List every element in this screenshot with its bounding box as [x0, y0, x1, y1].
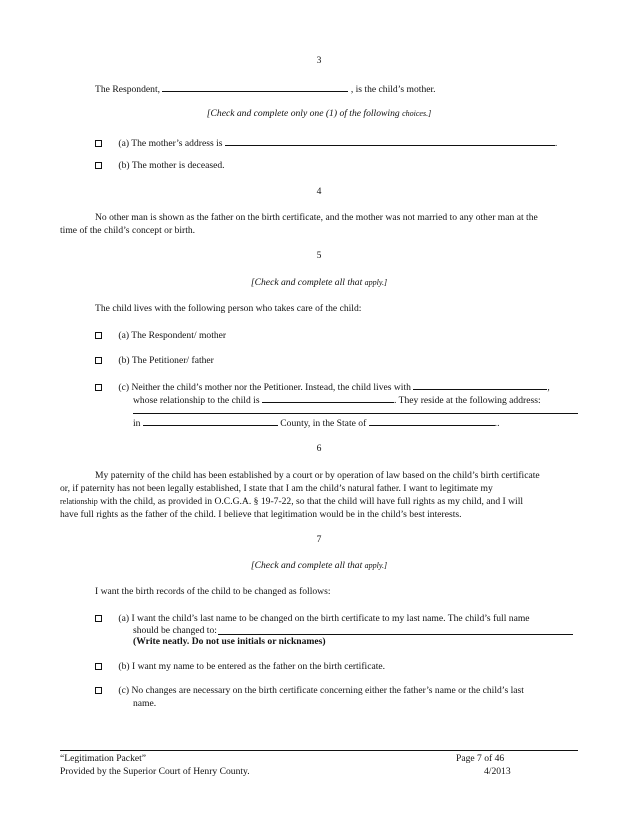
enter-father-name-option	[95, 661, 385, 672]
relationship-blank[interactable]	[262, 393, 394, 403]
state-blank[interactable]	[369, 416, 495, 426]
lives-with-other-option: (c) Neither the child’s mother nor the Petitioner. Instead, the child lives with ,	[95, 380, 550, 393]
section7-intro: I want the birth records of the child to be changed as follows:	[95, 586, 331, 597]
full-name-label: should be changed to:	[133, 625, 217, 636]
checkbox-lives-with-other[interactable]	[95, 384, 102, 391]
no-changes-option	[95, 685, 524, 696]
section5-instruction: [Check and complete all that apply.]	[250, 277, 388, 288]
county-label: County, in the State of	[280, 418, 367, 429]
respondent-line	[95, 82, 436, 95]
section6-line1: My paternity of the child has been established by a court or by operation of law based on the child’s birth certificate	[95, 470, 540, 481]
section3-instruction: [Check and complete only one (1) of the following choices.]	[206, 108, 432, 119]
county-blank[interactable]	[143, 416, 278, 426]
lives-with-mother-label: (a) The Respondent/ mother	[118, 330, 227, 341]
lives-with-mother-option	[95, 330, 226, 341]
relationship-label: whose relationship to the child is	[133, 395, 260, 406]
respondent-label: The Respondent,	[95, 84, 161, 95]
footer-page-number: Page 7 of 46	[456, 753, 505, 764]
section-number-5: 5	[316, 250, 322, 261]
section4-line2: time of the child’s concept or birth.	[60, 225, 196, 236]
footer-rule	[60, 750, 578, 751]
no-changes-line2: name.	[133, 698, 157, 709]
lives-with-other-label: (c) Neither the child’s mother nor the Petitioner. Instead, the child lives with	[118, 382, 411, 393]
enter-father-name-label: (b) I want my name to be entered as the father on the birth certificate.	[118, 661, 386, 672]
footer-packet-title: “Legitimation Packet”	[60, 753, 147, 764]
section6-line3: relationship with the child, as provided in O.C.G.A. § 19-7-22, so that the child will have full rights as my child, and I will	[60, 496, 524, 507]
full-name-blank[interactable]	[218, 634, 573, 635]
in-label: in	[133, 418, 141, 429]
footer-court: Provided by the Superior Court of Henry County.	[60, 766, 250, 777]
section-number-6: 6	[316, 443, 322, 454]
change-last-name-label: (a) I want the child’s last name to be changed on the birth certificate to my last name. The child’s full name	[118, 613, 530, 624]
lives-with-father-option	[95, 355, 214, 366]
section6-line2: or, if paternity has not been legally established, I state that I am the child’s natural father. I want to legitimate my	[60, 483, 493, 494]
mother-address-option: (a) The mother’s address is .	[95, 136, 557, 149]
relationship-line: whose relationship to the child is . They reside at the following address:	[133, 395, 541, 406]
write-neatly-note: (Write neatly. Do not use initials or nicknames)	[133, 636, 326, 647]
mother-deceased-option	[95, 160, 225, 171]
mother-deceased-label: (b) The mother is deceased.	[118, 160, 225, 171]
caretaker-name-blank[interactable]	[413, 380, 547, 390]
footer-date: 4/2013	[484, 766, 511, 777]
change-last-name-option	[95, 613, 530, 624]
section7-instruction: [Check and complete all that apply.]	[250, 560, 388, 571]
county-state-line: in County, in the State of ..	[133, 418, 500, 429]
checkbox-change-last-name[interactable]	[95, 615, 102, 622]
mother-address-label: (a) The mother’s address is	[118, 138, 223, 149]
full-name-line	[133, 625, 217, 636]
checkbox-enter-father-name[interactable]	[95, 663, 102, 670]
checkbox-lives-with-father[interactable]	[95, 357, 102, 364]
checkbox-lives-with-mother[interactable]	[95, 332, 102, 339]
checkbox-mother-address[interactable]	[95, 140, 102, 147]
checkbox-no-changes[interactable]	[95, 687, 102, 694]
section-number-4: 4	[316, 186, 322, 197]
no-changes-label: (c) No changes are necessary on the birth certificate concerning either the father’s name or the child’s last	[118, 685, 524, 696]
lives-with-father-label: (b) The Petitioner/ father	[118, 355, 214, 366]
respondent-name-blank[interactable]	[162, 82, 348, 92]
mother-address-blank[interactable]	[225, 136, 555, 146]
section5-intro: The child lives with the following person who takes care of the child:	[95, 303, 362, 314]
respondent-suffix: , is the child’s mother.	[350, 84, 436, 95]
checkbox-mother-deceased[interactable]	[95, 162, 102, 169]
section-number-3: 3	[316, 55, 322, 66]
section-number-7: 7	[316, 534, 322, 545]
address-blank[interactable]	[133, 413, 578, 414]
section4-line1: No other man is shown as the father on the birth certificate, and the mother was not married to any other man at the	[95, 212, 538, 223]
section6-line4: have full rights as the father of the child. I believe that legitimation would be in the child’s best interests.	[60, 509, 462, 520]
